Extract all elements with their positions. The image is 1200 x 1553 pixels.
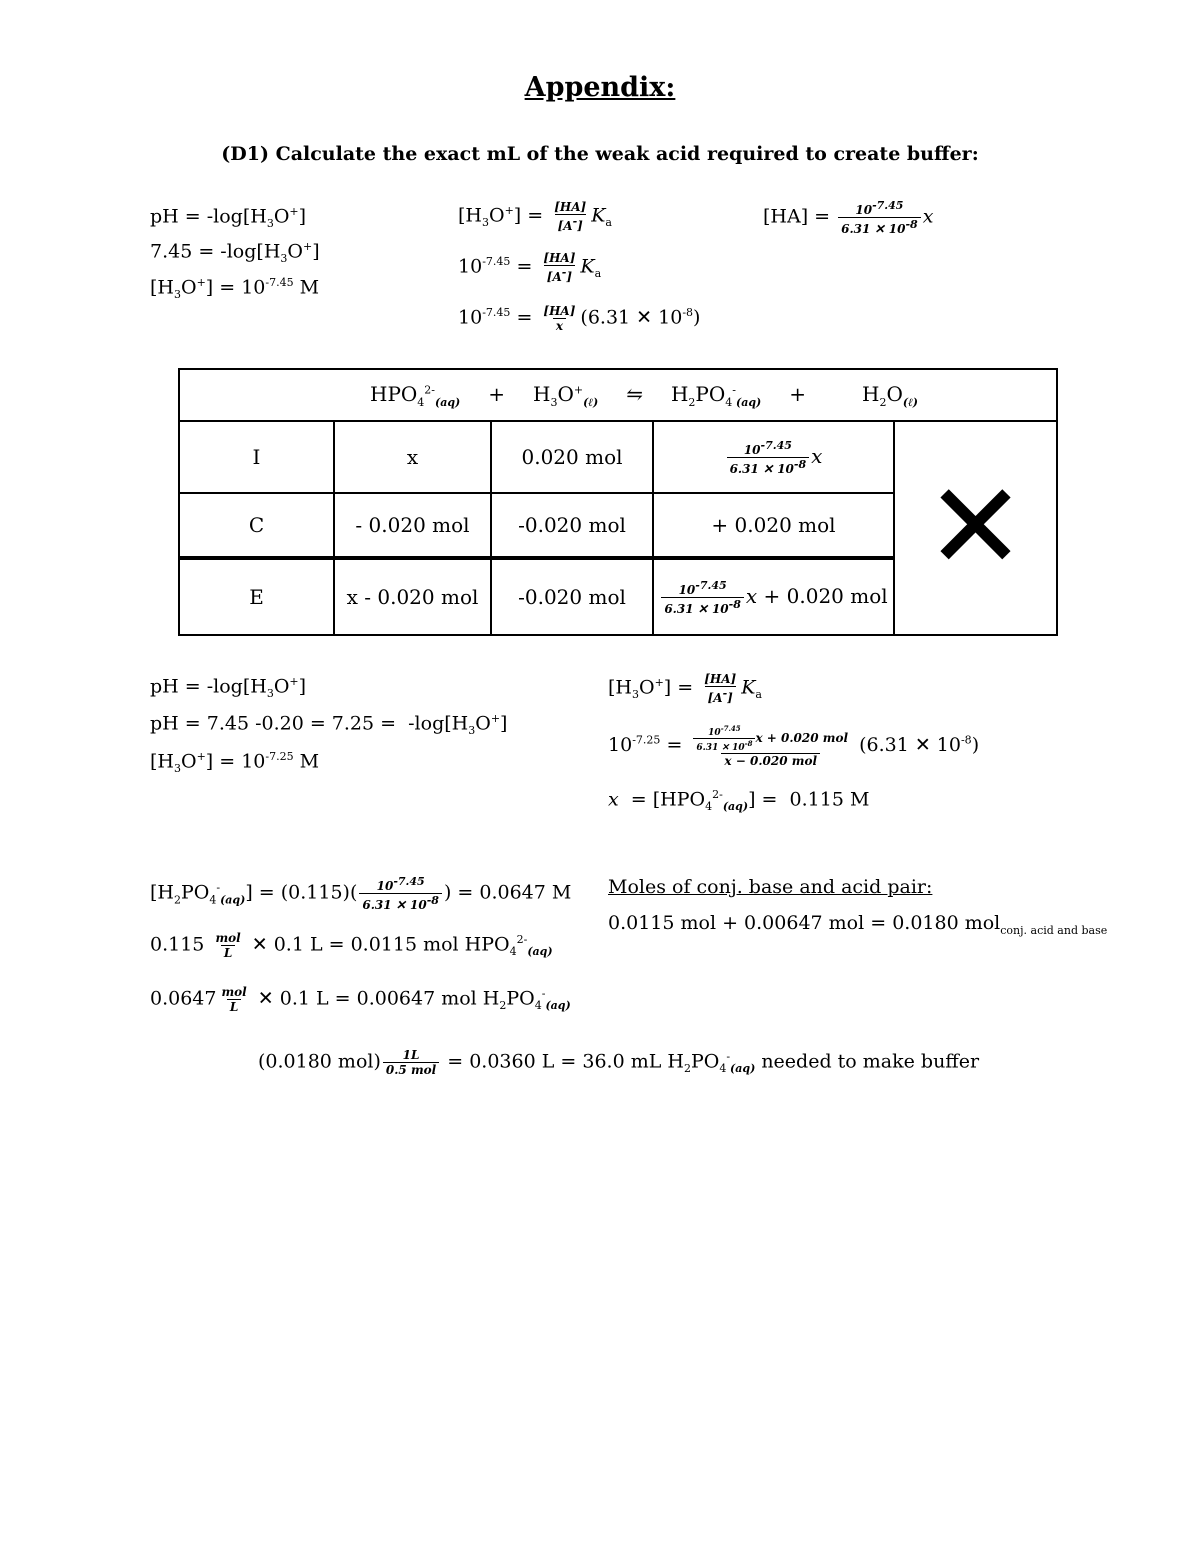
eq-ha-solution: [HA] = $\frac{10^{-7.45}}{6.31 ✕ 10^{-8}}$ x xyxy=(763,199,934,236)
cell-hpo4: - 0.020 mol xyxy=(334,493,491,558)
eq-final-volume: (0.0180 mol) $\frac{1L}{\text{0.5 mol}}$ = 0.0360 L = 36.0 mL $H_2PO_4^-_{(aq)}$ needed to make buffer xyxy=(258,1047,980,1077)
eq-ph-definition-2: pH = $-\log[H_3O^+]$ xyxy=(150,675,307,701)
ice-table xyxy=(178,368,1058,636)
row-label: E xyxy=(179,558,334,635)
cell-h2po4: $\frac{10^{-7.45}}{6.31 ✕ 10^{-8}}$ x xyxy=(653,421,894,493)
eq-ka-expression-2: $[H_3O^+]$ = $\frac{[HA]}{[A^-]}$ $K_a$ xyxy=(608,671,762,705)
cell-hpo4: x xyxy=(334,421,491,493)
eq-h3o-conc: $[H_3O^+] = 10^{-7.45}$ M xyxy=(150,276,320,302)
eq-solve-x: $10^{-7.25}$ = $\frac{10^{-7.45}}{6.31 ✕ 10^{-8}}$ x + 0.020 mol x − 0.020 mol (6.31 ✕ $10^{-8}$) xyxy=(608,724,980,768)
eq-ka-substituted: $10^{-7.45}$ = $\frac{[HA]}{[A^-]}$ $K_a$ xyxy=(458,250,602,284)
section-subtitle: (D1) Calculate the exact mL of the weak acid required to create buffer: xyxy=(221,143,979,165)
eq-ph-shift: pH = 7.45 $-0.20 = 7.25 = -\log[H_3O^+]$ xyxy=(150,712,508,738)
row-label: C xyxy=(179,493,334,558)
cell-h2po4: $\frac{10^{-7.45}}{6.31 ✕ 10^{-8}}$ x + 0.020 mol xyxy=(653,558,894,635)
cell-water-excluded xyxy=(894,421,1057,635)
row-label: I xyxy=(179,421,334,493)
cell-h3o: 0.020 mol xyxy=(491,421,653,493)
cross-icon: ✕ xyxy=(925,458,1026,597)
eq-ph-value: $7.45 = -\log[H_3O^+]$ xyxy=(150,240,320,266)
eq-h2po4-conc: $[H_2PO_4^-_{(aq)}] = (0.115)$( $\frac{10^{-7.45}}{6.31 ✕ 10^{-8}}$ ) = 0.0647 M xyxy=(150,875,572,912)
page-title: Appendix: xyxy=(524,72,676,103)
eq-ka-numeric: $10^{-7.45}$ = $\frac{[HA]}{x}$ (6.31 ✕ $10^{-8}$) xyxy=(458,303,701,333)
cell-h3o: -0.020 mol xyxy=(491,558,653,635)
cell-hpo4: x - 0.020 mol xyxy=(334,558,491,635)
eq-moles-hpo4: 0.115 $\frac{\text{mol}}{L}$ ✕ 0.1 L = 0.0115 mol $HPO_4^{2-}_{(aq)}$ xyxy=(150,930,553,960)
eq-x-result: $x = [HPO_4^{2-}_{(aq)}] = 0.115$ M xyxy=(608,788,870,814)
ice-header-row xyxy=(179,369,1057,421)
reaction-equation: $HPO_4^{2-}_{(aq)} + H_3O^+_{(\ell)}$ ⇋ $H_2PO_4^-_{(aq)} + H_2O_{(\ell)}$ xyxy=(179,369,1057,421)
moles-pair-heading: Moles of conj. base and acid pair: xyxy=(608,876,933,898)
cell-h2po4: + 0.020 mol xyxy=(653,493,894,558)
ice-row-initial xyxy=(179,421,1057,493)
eq-moles-h2po4: 0.0647 $\frac{\text{mol}}{L}$ ✕ 0.1 L = 0.00647 mol $H_2PO_4^-_{(aq)}$ xyxy=(150,984,571,1014)
eq-ka-expression: $[H_3O^+]$ = $\frac{[HA]}{[A^-]}$ $K_a$ xyxy=(458,199,612,233)
eq-moles-total: 0.0115 mol + 0.00647 mol = 0.0180 mol$_{conj. acid and base}$ xyxy=(608,912,1108,937)
eq-ph-definition: pH = $-\log[H_3O^+]$ xyxy=(150,205,307,231)
cell-h3o: -0.020 mol xyxy=(491,493,653,558)
eq-h3o-conc-2: $[H_3O^+] = 10^{-7.25}$ M xyxy=(150,750,320,776)
